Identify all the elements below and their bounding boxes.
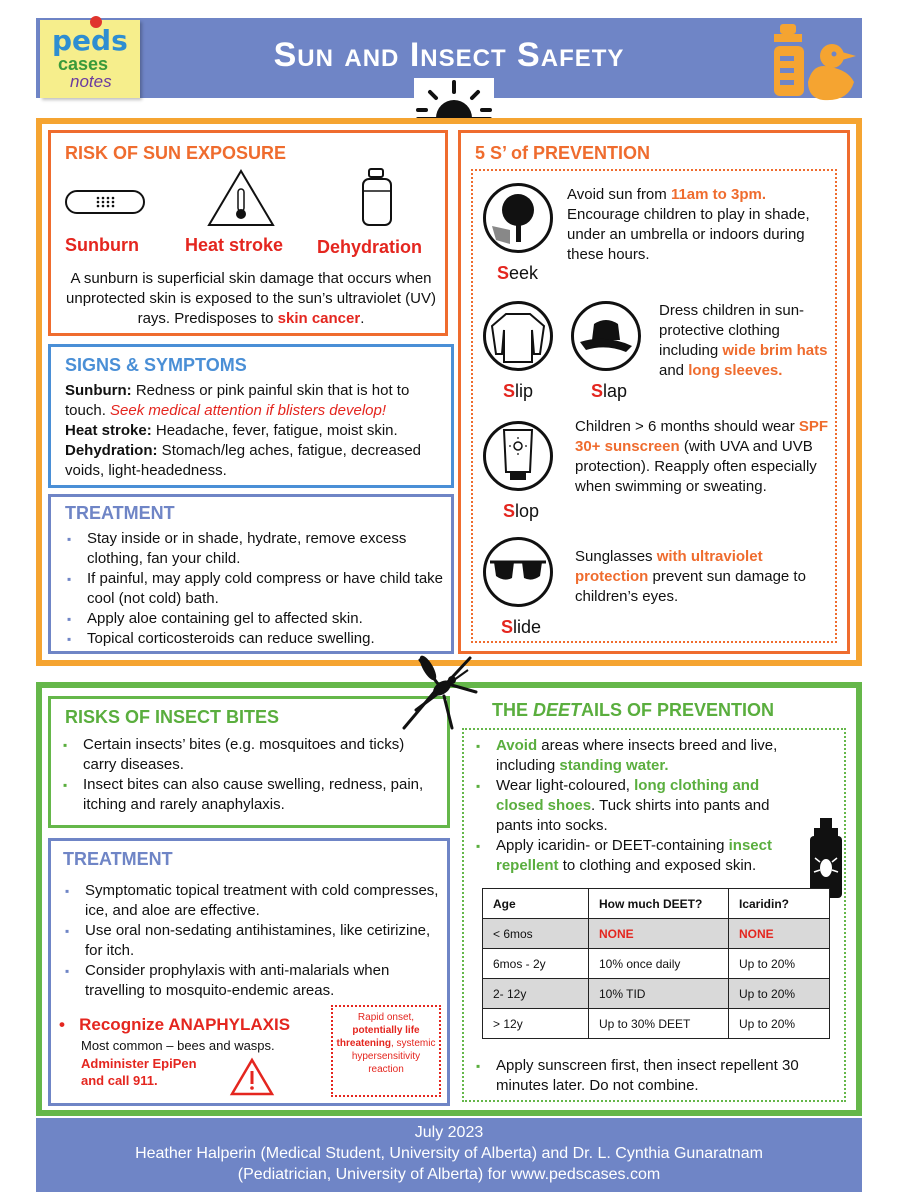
treatment-insect-list [63,881,439,1001]
deet-box [458,696,850,1106]
signs-box [48,344,454,488]
page-title: Sun and Insect Safety [273,36,625,74]
list-item: ▪ Apply aloe containing gel to affected skin. [65,609,445,629]
footer-date: July 2023 [414,1124,484,1141]
table-row: > 12y Up to 30% DEET Up to 20% [483,1009,830,1039]
list-item: ▪ Certain insects’ bites (e.g. mosquitoes and ticks) carry diseases. [61,735,431,775]
risk-sun-heading: RISK OF SUN EXPOSURE [65,143,287,163]
table-row: < 6mos NONE NONE [483,919,830,949]
slide-label: Slide [501,617,542,637]
treatment-insect-box [48,838,450,1106]
risk-insect-box [48,696,450,828]
treatment-sun-list [65,529,445,649]
table-header: Age [483,889,589,919]
baby-bottle-duck-icon [768,12,858,106]
slide-text: Sunglasses with ultraviolet protection prevent sun damage to children’s eyes. [575,548,806,605]
slop-text: Children > 6 months should wear SPF 30+ sunscreen (with UVA and UVB protection). Reapply often especially when swimming or sweating. [575,418,829,495]
seek-label: Seek [497,263,539,283]
prevention-box [458,130,850,654]
long-sleeve-shirt-icon [483,301,553,371]
list-item: ▪ Apply sunscreen first, then insect repellent 30 minutes later. Do not combine. [474,1056,814,1096]
slop-label: Slop [503,501,540,521]
list-item: ▪ Symptomatic topical treatment with cold compresses, ice, and aloe are effective. [63,881,439,921]
list-item: ▪ Wear light-coloured, long clothing and closed shoes. Tuck shirts into pants and pants into socks. [474,776,804,836]
heat-stroke-label: Heat stroke [185,235,284,255]
deet-list [474,736,804,876]
sunscreen-icon [483,421,553,491]
tree-icon [483,183,553,253]
slap-label: Slap [591,381,628,401]
pedscases-logo: peds cases notes [40,20,140,98]
list-item: ▪ Consider prophylaxis with anti-malarials when travelling to mosquito-endemic areas. [63,961,439,1001]
risk-sun-box [48,130,448,336]
deet-final-list [474,1056,814,1096]
prevention-heading: 5 S’ of PREVENTION [475,143,651,163]
slap-text: Dress children in sun-protective clothing including wide brim hats and long sleeves. [659,302,828,379]
treatment-sun-heading: TREATMENT [65,503,175,523]
list-item: ▪ Topical corticosteroids can reduce swelling. [65,629,445,649]
list-item: ▪ Use oral non-sedating antihistamines, like cetirizine, for itch. [63,921,439,961]
anaphylaxis-common: Most common – bees and wasps. [81,1038,275,1053]
sunburn-label: Sunburn [65,235,139,255]
list-item: ▪ Stay inside or in shade, hydrate, remove excess clothing, fan your child. [65,529,445,569]
anaphylaxis-action: Administer EpiPen and call 911. [81,1056,197,1088]
sunglasses-icon [483,537,553,607]
deet-heading: THE DEETAILS OF PREVENTION [492,700,775,720]
signs-text: Sunburn: Redness or pink painful skin that is hot to touch. Seek medical attention if blisters develop! Heat stroke: Headache, fever, fatigue, moist skin. Dehydration: Stomach/leg aches, fatigue, decreased voids, light-headedness. [65,382,422,479]
footer-affiliation: (Pediatrician, University of Alberta) for www.pedscases.com [237,1166,661,1183]
table-header-row [483,889,830,919]
dehydration-label: Dehydration [317,237,423,257]
list-item: ▪ Avoid areas where insects breed and live, including standing water. [474,736,804,776]
bandage-icon [63,181,147,221]
list-item: ▪ Apply icaridin- or DEET-containing insect repellent to clothing and exposed skin. [474,836,804,876]
list-item: ▪ If painful, may apply cold compress or have child take cool (not cold) bath. [65,569,445,609]
footer-authors: Heather Halperin (Medical Student, University of Alberta) and Dr. L. Cynthia Gunaratnam [135,1145,763,1162]
water-bottle-icon [357,167,397,229]
hat-icon [571,301,641,371]
signs-heading: SIGNS & SYMPTOMS [65,355,247,375]
warning-icon [229,1057,275,1097]
thermometer-warning-icon [205,167,277,229]
risk-insect-heading: RISKS OF INSECT BITES [65,707,280,727]
list-item: ▪ Insect bites can also cause swelling, redness, pain, itching and rarely anaphylaxis. [61,775,431,815]
table-row: 2- 12y 10% TID Up to 20% [483,979,830,1009]
anaphylaxis-heading: • Recognize ANAPHYLAXIS [59,1015,291,1034]
sun-icon [414,78,494,122]
table-header: Icaridin? [729,889,830,919]
table-header: How much DEET? [589,889,729,919]
treatment-insect-heading: TREATMENT [63,849,173,869]
seek-text: Avoid sun from 11am to 3pm. Encourage children to play in shade, under an umbrella or indoors during these hours. [567,186,810,263]
treatment-sun-box [48,494,454,654]
anaphylaxis-definition: Rapid onset, potentially life threatening, systemic hypersensitivity reaction [331,1005,441,1097]
risk-insect-list [61,735,431,815]
slip-label: Slip [503,381,534,401]
footer [36,1118,862,1192]
sunburn-description: A sunburn is superficial skin damage that occurs when unprotected skin is exposed to the sun’s ultraviolet (UV) rays. Predisposes to skin cancer. [66,270,436,327]
table-row: 6mos - 2y 10% once daily Up to 20% [483,949,830,979]
deet-table [482,888,830,1039]
